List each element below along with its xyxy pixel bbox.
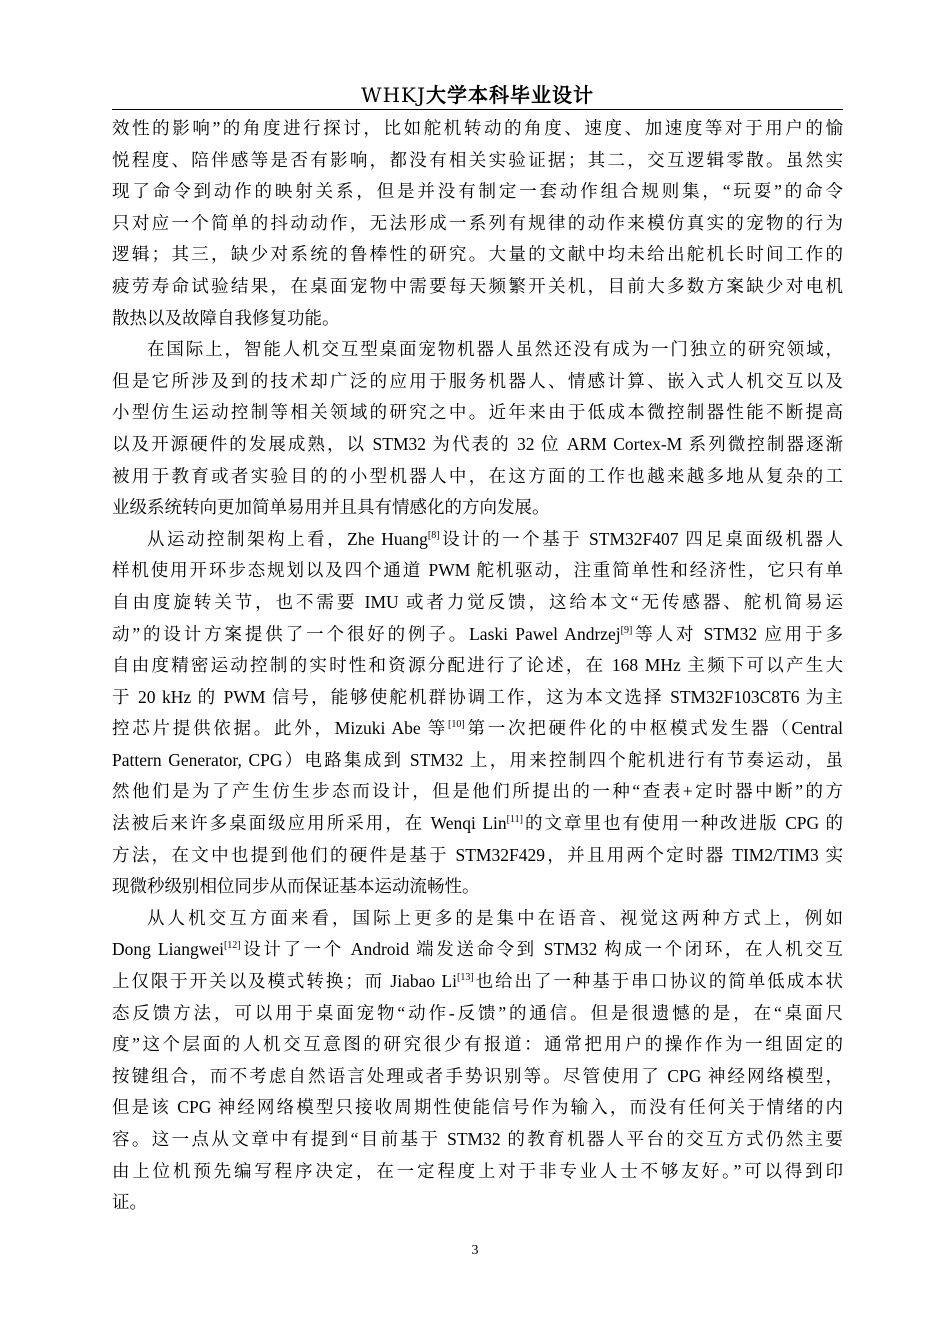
text-line bbox=[112, 619, 843, 651]
page-number: 3 bbox=[471, 1243, 479, 1258]
header-prefix: WHKJ bbox=[361, 83, 426, 107]
page-header bbox=[112, 80, 843, 110]
text-line: 自由度旋转关节，也不需要 IMU 或者力觉反馈，这给本文“无传感器、舵机简易运 bbox=[112, 591, 843, 612]
text-run: 设计的一个基于 STM32F407 四足桌面级机器人 bbox=[439, 528, 843, 549]
text-line: 但是它所涉及到的技术却广泛的应用于服务机器人、情感计算、嵌入式人机交互以及 bbox=[112, 370, 843, 391]
text-line: 现微秒级别相位同步从而保证基本运动流畅性。 bbox=[112, 876, 480, 897]
text-run: 第一次把硬件化的中枢模式发生器（Central bbox=[464, 718, 843, 739]
text-run: 的文章里也有使用一种改进版 CPG 的 bbox=[522, 813, 844, 834]
text-line: 逻辑；其三，缺少对系统的鲁棒性的研究。大量的文献中均未给出舵机长时间工作的 bbox=[112, 244, 843, 265]
text-line: 容。这一点从文章中有提到“目前基于 STM32 的教育机器人平台的交互方式仍然主要 bbox=[112, 1129, 843, 1149]
citation-marker: [11] bbox=[506, 814, 523, 826]
text-line: 自由度精密运动控制的实时性和资源分配进行了论述，在 168 MHz 主频下可以产生大 bbox=[112, 655, 843, 676]
text-line: 业级系统转向更加简单易用并且具有情感化的方向发展。 bbox=[112, 497, 550, 518]
text-line: 于 20 kHz 的 PWM 信号，能够使舵机群协调工作，这为本文选择 STM32F103C8T6 为主 bbox=[112, 686, 843, 707]
text-line: 态反馈方法，可以用于桌面宠物“动作-反馈”的通信。但是很遗憾的是，在“桌面尺 bbox=[112, 1002, 843, 1023]
citation-marker: [8] bbox=[427, 529, 440, 541]
text-run: 设计了一个 Android 端发送命令到 STM32 构成一个闭环，在人机交互 bbox=[240, 939, 843, 960]
text-line: 度”这个层面的人机交互意图的研究很少有报道：通常把用户的操作作为一组固定的 bbox=[112, 1034, 843, 1055]
text-line: 但是该 CPG 神经网络模型只接收周期性使能信号作为输入，而没有任何关于情绪的内 bbox=[112, 1097, 843, 1118]
text-line: Pattern Generator, CPG）电路集成到 STM32 上，用来控制四个舵机进行有节奏运动，虽 bbox=[112, 749, 843, 770]
text-line: 散热以及故障自我修复功能。 bbox=[112, 307, 340, 328]
text-line: 以及开源硬件的发展成熟，以 STM32 为代表的 32 位 ARM Cortex-M 系列微控制器逐渐 bbox=[112, 433, 843, 454]
text-line: 效性的影响”的角度进行探讨，比如舵机转动的角度、速度、加速度等对于用户的愉 bbox=[112, 118, 843, 138]
text-run: 动”的设计方案提供了一个很好的例子。Laski Pawel Andrzej bbox=[112, 623, 621, 644]
text-line bbox=[112, 713, 843, 745]
citation-marker: [9] bbox=[620, 624, 633, 636]
text-line bbox=[112, 808, 843, 840]
text-line: 证。 bbox=[112, 1192, 147, 1213]
citation-marker: [12] bbox=[223, 940, 241, 952]
text-run: 也给出了一种基于串口协议的简单低成本状 bbox=[473, 971, 843, 992]
text-line: 小型仿生运动控制等相关领域的研究之中。近年来由于低成本微控制器性能不断提高 bbox=[112, 402, 843, 423]
text-line: 然他们是为了产生仿生步态而设计，但是他们所提出的一种“查表+定时器中断”的方 bbox=[112, 781, 843, 802]
citation-marker: [10] bbox=[448, 719, 465, 731]
text-line: 被用于教育或者实验目的的小型机器人中，在这方面的工作也越来越多地从复杂的工 bbox=[112, 465, 843, 486]
text-line: 悦程度、陪伴感等是否有影响，都没有相关实验证据；其二，交互逻辑零散。虽然实 bbox=[112, 149, 843, 170]
text-line: 疲劳寿命试验结果，在桌面宠物中需要每天频繁开关机，目前大多数方案缺少对电机 bbox=[112, 275, 843, 296]
text-line: 按键组合，而不考虑自然语言处理或者手势识别等。尽管使用了 CPG 神经网络模型， bbox=[112, 1065, 843, 1086]
text-line: 现了命令到动作的映射关系，但是并没有制定一套动作组合规则集，“玩耍”的命令 bbox=[112, 181, 843, 202]
text-line: 从人机交互方面来看，国际上更多的是集中在语音、视觉这两种方式上，例如 bbox=[147, 907, 843, 928]
header-title: 大学本科毕业设计 bbox=[425, 83, 594, 107]
text-run: 法被后来许多桌面级应用所采用，在 Wenqi Lin bbox=[112, 813, 507, 834]
text-line bbox=[112, 934, 843, 966]
text-line: 样机使用开环步态规划以及四个通道 PWM 舵机驱动，注重简单性和经济性，它只有单 bbox=[112, 560, 843, 581]
text-line: 只对应一个简单的抖动动作，无法形成一系列有规律的动作来模仿真实的宠物的行为 bbox=[112, 212, 843, 233]
header-rule bbox=[112, 109, 843, 110]
text-line bbox=[112, 524, 843, 556]
text-run: 等人对 STM32 应用于多 bbox=[632, 623, 843, 644]
citation-marker: [13] bbox=[457, 972, 474, 984]
text-run: Dong Liangwei bbox=[112, 939, 224, 960]
text-line: 由上位机预先编写程序决定，在一定程度上对于非专业人士不够友好。”可以得到印 bbox=[112, 1160, 843, 1181]
text-run: 上仅限于开关以及模式转换；而 Jiabao Li bbox=[112, 971, 458, 992]
text-line: 在国际上，智能人机交互型桌面宠物机器人虽然还没有成为一门独立的研究领域， bbox=[147, 339, 843, 360]
body-text bbox=[112, 113, 843, 1219]
text-line: 方法，在文中也提到他们的硬件是基于 STM32F429，并且用两个定时器 TIM2/TIM3 实 bbox=[112, 844, 843, 865]
text-run: 从运动控制架构上看，Zhe Huang bbox=[147, 528, 428, 549]
text-run: 控芯片提供依据。此外，Mizuki Abe 等 bbox=[112, 718, 449, 739]
text-line bbox=[112, 966, 843, 998]
